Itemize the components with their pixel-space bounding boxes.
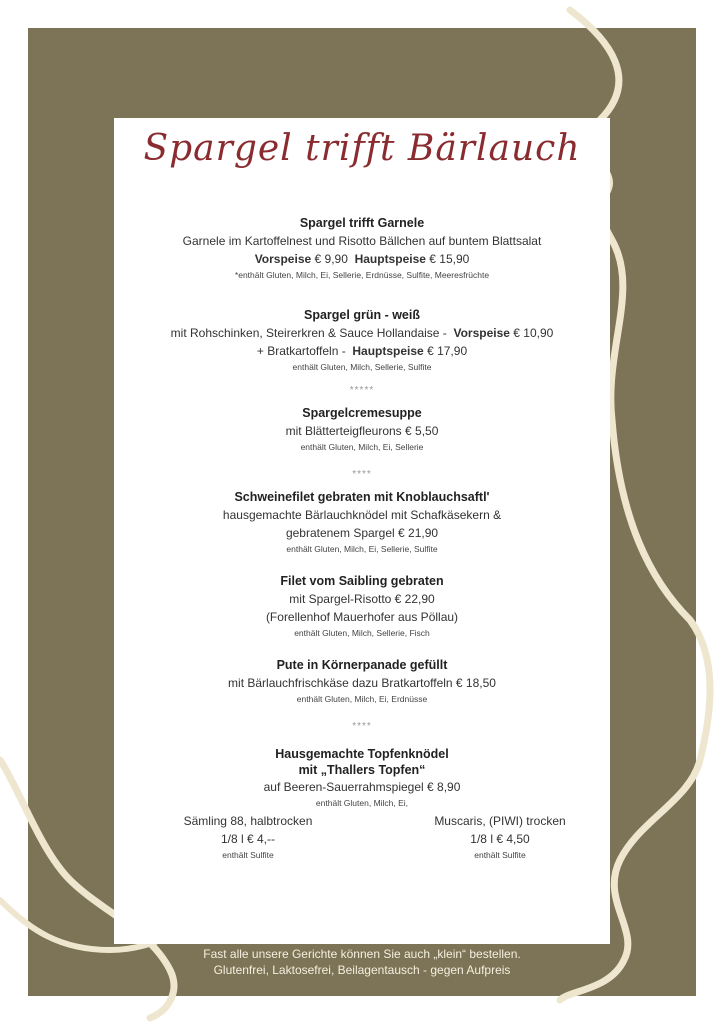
dish-schweinefilet [114,488,610,556]
dish-description-text: mit Rohschinken, Steirerkren & Sauce Hollandaise - [170,326,447,340]
dish-spargelcremesuppe [114,404,610,454]
hauptspeise-label: Hauptspeise [352,344,424,358]
dish-description-text: + Bratkartoffeln - [256,344,346,358]
allergen-info: *enthält Gluten, Milch, Ei, Sellerie, Erdnüsse, Sulfite, Meeresfrüchte [234,270,490,280]
wine-name: Muscaris, (PIWI) trocken [434,814,566,828]
allergen-info: enthält Gluten, Milch, Ei, [315,798,409,808]
dish-description: mit Blätterteigfleurons € 5,50 [285,424,439,438]
menu-title: Spargel trifft Bärlauch [143,128,581,169]
dish-description [114,324,610,342]
dish-topfenknoedel [114,746,610,810]
allergen-info: enthält Gluten, Milch, Sellerie, Sulfite [292,362,432,372]
hauptspeise-price: € 17,90 [427,344,468,358]
dish-description-2 [114,342,610,360]
vorspeise-label: Vorspeise [254,252,312,266]
allergen-info: enthält Gluten, Milch, Ei, Sellerie, Sulfite [286,544,438,554]
dish-name: Spargel grün - weiß [304,308,420,322]
dish-description: Garnele im Kartoffelnest und Risotto Bällchen auf buntem Blattsalat [182,234,542,248]
dish-description-2: (Forellenhof Mauerhofer aus Pöllau) [265,610,459,624]
dish-description: auf Beeren-Sauerrahmspiegel € 8,90 [263,780,461,794]
dish-description: mit Spargel-Risotto € 22,90 [289,592,435,606]
allergen-info: enthält Sulfite [474,850,526,860]
separator-stars: **** [352,721,372,732]
dish-spargel-garnele [114,214,610,282]
vorspeise-price: € 10,90 [513,326,554,340]
dish-name: Spargelcremesuppe [302,406,422,420]
vorspeise-label: Vorspeise [453,326,510,340]
wine-item [410,812,590,862]
dish-name-2: mit „Thallers Topfen“ [298,763,426,777]
footer-line-1: Fast alle unsere Gerichte können Sie auch „klein“ bestellen. [203,947,521,961]
separator-stars: ***** [349,385,375,396]
vorspeise-price: € 9,90 [314,252,348,266]
dish-pute [114,656,610,706]
dish-prices [114,250,610,268]
dish-name: Hausgemachte Topfenknödel [275,747,449,761]
separator-stars: **** [352,469,372,480]
dish-description-2: gebratenem Spargel € 21,90 [285,526,439,540]
wine-price: 1/8 l € 4,-- [220,832,276,846]
dish-description: mit Bärlauchfrischkäse dazu Bratkartoffeln € 18,50 [228,676,496,690]
dish-spargel-gruen-weiss [114,306,610,374]
menu-content [114,214,610,862]
dish-name: Filet vom Saibling gebraten [280,574,444,588]
hauptspeise-price: € 15,90 [429,252,470,266]
wine-pairings [114,812,610,862]
dish-description: hausgemachte Bärlauchknödel mit Schafkäsekern & [222,508,502,522]
hauptspeise-label: Hauptspeise [354,252,426,266]
allergen-info: enthält Gluten, Milch, Ei, Erdnüsse [296,694,428,704]
menu-footer [114,946,610,978]
allergen-info: enthält Gluten, Milch, Sellerie, Fisch [294,628,430,638]
wine-item [158,812,338,862]
allergen-info: enthält Gluten, Milch, Ei, Sellerie [300,442,424,452]
footer-line-2: Glutenfrei, Laktosefrei, Beilagentausch - gegen Aufpreis [213,963,511,977]
wine-name: Sämling 88, halbtrocken [183,814,313,828]
dish-name: Spargel trifft Garnele [299,216,425,230]
dish-name: Schweinefilet gebraten mit Knoblauchsaftl' [234,490,490,504]
wine-price: 1/8 l € 4,50 [470,832,530,846]
dish-name: Pute in Körnerpanade gefüllt [276,658,448,672]
allergen-info: enthält Sulfite [222,850,274,860]
dish-saibling [114,572,610,640]
